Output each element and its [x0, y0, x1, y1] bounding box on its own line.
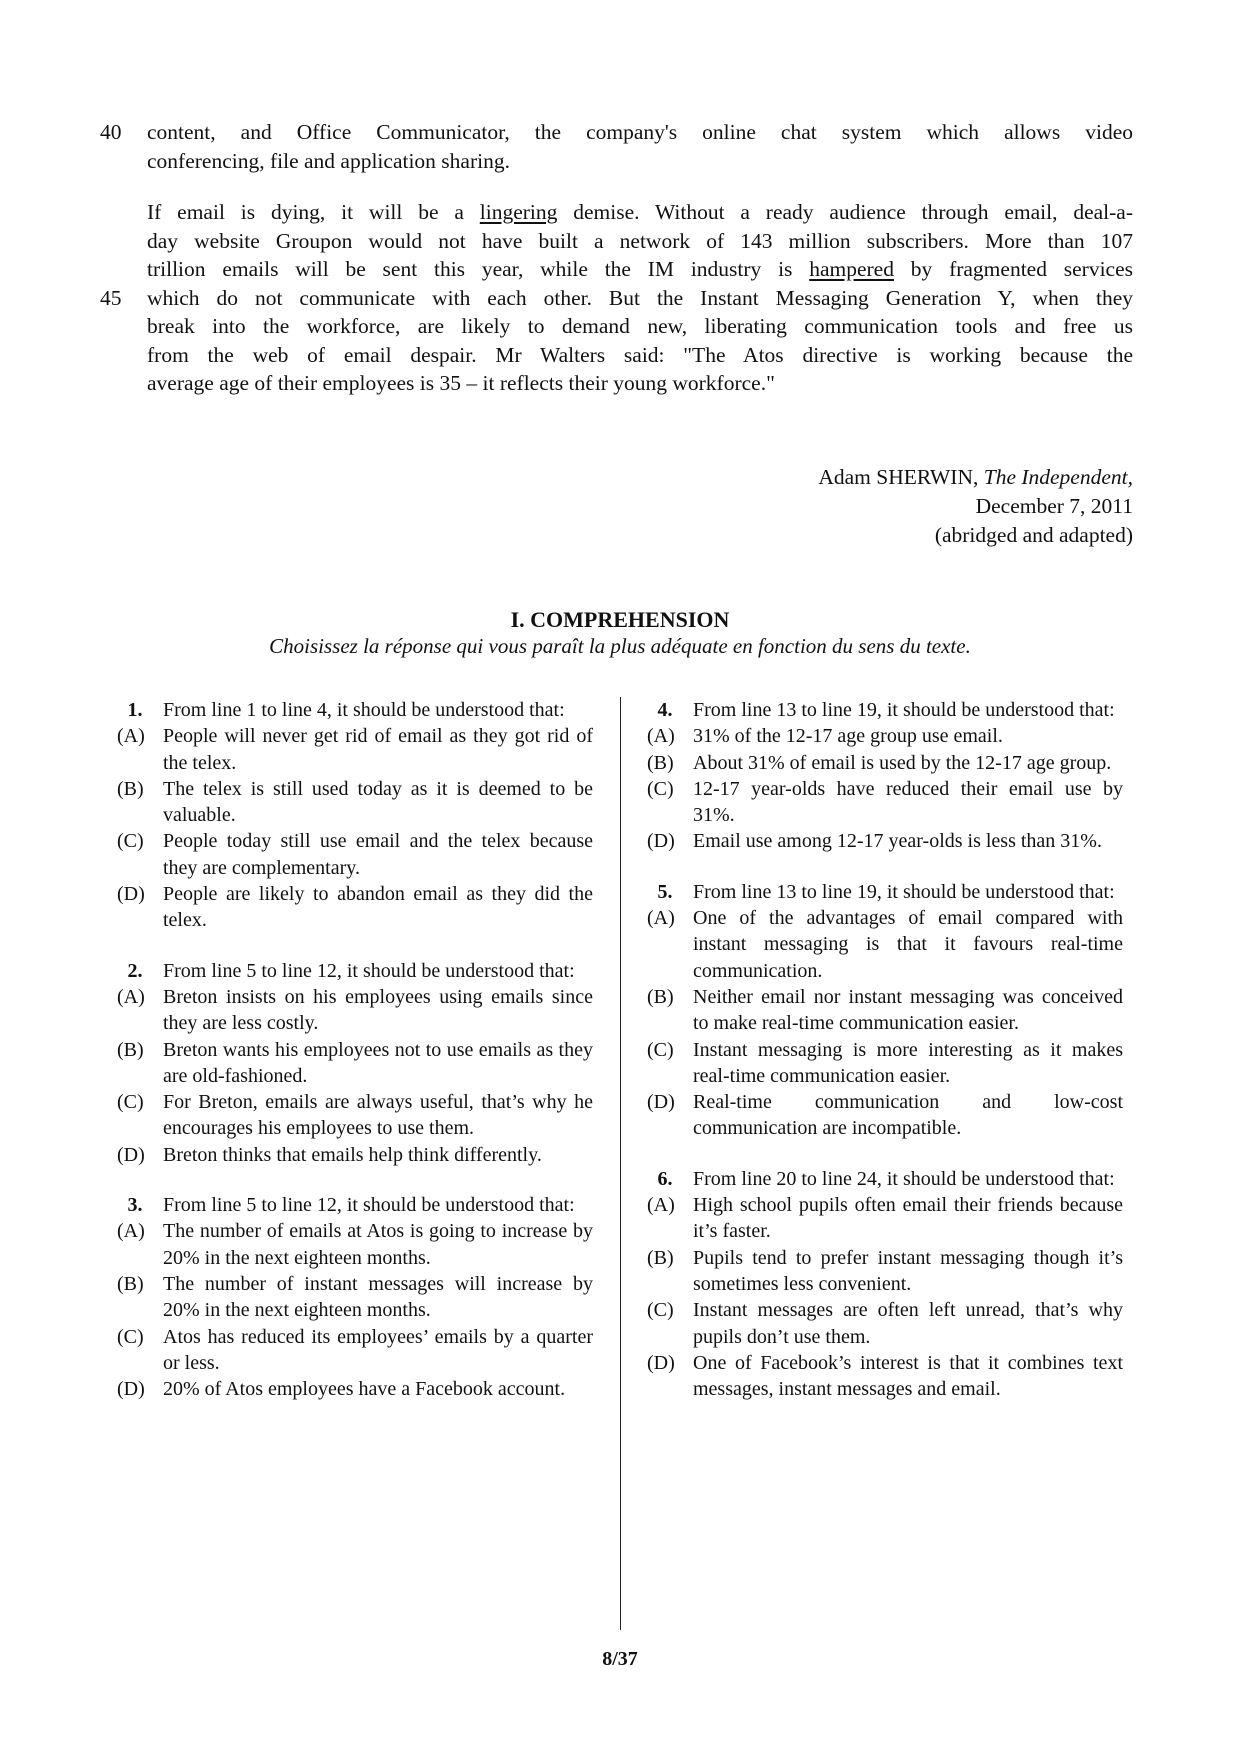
answer-option	[117, 1218, 593, 1271]
answer-option	[117, 1271, 593, 1324]
question-number: 6.	[657, 1167, 673, 1190]
option-label: (B)	[647, 751, 674, 774]
question-stem: From line 20 to line 24, it should be understood that:	[693, 1167, 1115, 1190]
option-label: (D)	[647, 1351, 675, 1374]
option-text: People will never get rid of email as they got rid of the telex.	[163, 725, 593, 774]
answer-option	[647, 1297, 1123, 1350]
question-6	[647, 1166, 1123, 1403]
option-text: The number of emails at Atos is going to increase by 20% in the next eighteen months.	[163, 1220, 593, 1269]
question-number: 1.	[127, 699, 143, 721]
option-text: 12-17 year-olds have reduced their email use by 31%.	[693, 777, 1123, 827]
question-2	[117, 958, 593, 1168]
option-text: 20% of Atos employees have a Facebook account.	[163, 1378, 566, 1401]
option-text: Pupils tend to prefer instant messaging though it’s sometimes less convenient.	[693, 1246, 1123, 1295]
option-text: Neither email nor instant messaging was conceived to make real-time communication easier.	[693, 985, 1123, 1035]
option-label: (B)	[117, 1272, 144, 1295]
passage-line	[100, 147, 1133, 176]
reading-passage	[100, 118, 1133, 398]
source-note: (abridged and adapted)	[934, 523, 1133, 547]
passage-text: content, and Office Communicator, the company's online chat system which allows video	[147, 120, 1133, 144]
option-label: (D)	[647, 830, 675, 853]
option-label: (B)	[117, 777, 144, 800]
option-label: (C)	[117, 1091, 144, 1114]
question-stem-row	[647, 697, 1123, 723]
option-label: (A)	[647, 725, 675, 748]
source-author: Adam SHERWIN,	[818, 465, 984, 489]
underlined-word: hampered	[809, 257, 894, 281]
page-number: 8/37	[602, 1648, 638, 1670]
answer-option	[117, 776, 593, 829]
answer-option	[647, 1192, 1123, 1245]
answer-option	[647, 723, 1123, 749]
answer-option	[647, 1089, 1123, 1142]
answer-option	[117, 1142, 593, 1168]
option-text: The telex is still used today as it is deemed to be valuable.	[163, 777, 593, 827]
question-1	[117, 697, 593, 934]
question-stem-row	[647, 879, 1123, 905]
answer-option	[117, 1324, 593, 1377]
passage-text: by fragmented services	[893, 257, 1133, 281]
answer-option	[647, 1350, 1123, 1403]
option-label: (B)	[647, 1246, 674, 1269]
option-text: 31% of the 12-17 age group use email.	[693, 725, 1003, 748]
column-divider	[620, 697, 621, 1630]
option-text: Atos has reduced its employees’ emails by a quarter or less.	[163, 1325, 593, 1374]
passage-line	[100, 255, 1133, 284]
passage-text: break into the workforce, are likely to demand new, liberating communication tools and free us	[147, 314, 1133, 338]
underlined-word: lingering	[479, 200, 558, 224]
passage-text: which do not communicate with each other. But the Instant Messaging Generation Y, when they	[147, 285, 1133, 310]
option-text: Real-time communication and low-cost communication are incompatible.	[693, 1091, 1123, 1140]
question-number: 2.	[127, 959, 143, 982]
answer-option	[117, 984, 593, 1037]
option-text: High school pupils often email their friends because it’s faster.	[693, 1194, 1123, 1243]
question-stem: From line 5 to line 12, it should be understood that:	[163, 1194, 575, 1217]
passage-text: conferencing, file and application sharing.	[147, 148, 510, 173]
option-text: Instant messages are often left unread, that’s why pupils don’t use them.	[693, 1299, 1123, 1348]
answer-option	[647, 750, 1123, 776]
passage-text: day website Groupon would not have built a network of 143 million subscribers. More than 107	[147, 228, 1133, 253]
option-text: Breton thinks that emails help think differently.	[163, 1143, 542, 1166]
question-4	[647, 697, 1123, 855]
option-label: (A)	[647, 1194, 675, 1217]
passage-text: If email is dying, it will be a	[147, 200, 480, 224]
passage-text: trillion emails will be sent this year, while the IM industry is	[147, 257, 810, 281]
option-text: About 31% of email is used by the 12-17 age group.	[693, 751, 1112, 774]
answer-option	[647, 776, 1123, 829]
option-label: (D)	[647, 1091, 675, 1114]
line-number: 45	[100, 285, 122, 310]
answer-option	[647, 1245, 1123, 1298]
passage-line	[100, 227, 1133, 256]
option-text: Breton wants his employees not to use emails as they are old-fashioned.	[163, 1038, 593, 1087]
option-label: (C)	[647, 1038, 674, 1061]
passage-text: average age of their employees is 35 – it reflects their young workforce."	[147, 371, 775, 395]
question-stem-row	[117, 697, 593, 723]
source-publication: The Independent,	[983, 465, 1133, 489]
option-label: (A)	[647, 907, 675, 930]
option-label: (C)	[647, 1299, 674, 1322]
option-text: Instant messaging is more interesting as it makes real-time communication easier.	[693, 1038, 1123, 1087]
question-stem-row	[647, 1166, 1123, 1192]
option-label: (A)	[117, 1220, 145, 1243]
answer-option	[647, 984, 1123, 1037]
questions-right-column	[647, 697, 1123, 1426]
question-stem: From line 5 to line 12, it should be understood that:	[163, 959, 575, 982]
question-stem: From line 13 to line 19, it should be understood that:	[693, 699, 1115, 721]
option-text: People are likely to abandon email as they did the telex.	[163, 883, 593, 932]
source-date: December 7, 2011	[975, 494, 1133, 518]
option-label: (B)	[647, 985, 674, 1008]
passage-line	[100, 312, 1133, 341]
answer-option	[117, 881, 593, 934]
question-number: 3.	[127, 1194, 143, 1217]
option-label: (D)	[117, 1143, 145, 1166]
question-number: 5.	[657, 880, 673, 903]
line-number: 40	[100, 120, 122, 144]
passage-line	[100, 369, 1133, 398]
option-label: (D)	[117, 1378, 145, 1401]
passage-text: from the web of email despair. Mr Walters said: "The Atos directive is working because the	[147, 342, 1133, 367]
answer-option	[117, 723, 593, 776]
option-text: Email use among 12-17 year-olds is less than 31%.	[693, 830, 1102, 853]
passage-text: demise. Without a ready audience through email, deal-a-	[557, 200, 1134, 224]
option-label: (B)	[117, 1038, 144, 1061]
option-text: People today still use email and the telex because they are complementary.	[163, 830, 593, 879]
answer-option	[117, 1037, 593, 1090]
answer-option	[647, 1037, 1123, 1090]
option-label: (C)	[117, 830, 144, 853]
question-number: 4.	[657, 699, 673, 721]
answer-option	[117, 1376, 593, 1402]
passage-line	[100, 118, 1133, 147]
question-stem-row	[117, 1192, 593, 1218]
section-instruction: Choisissez la réponse qui vous paraît la plus adéquate en fonction du sens du texte.	[269, 634, 971, 658]
option-text: For Breton, emails are always useful, that’s why he encourages his employees to use them.	[163, 1091, 593, 1140]
question-3	[117, 1192, 593, 1402]
passage-line	[100, 284, 1133, 313]
passage-line	[100, 341, 1133, 370]
question-stem-row	[117, 958, 593, 984]
option-label: (D)	[117, 883, 145, 906]
option-label: (A)	[117, 985, 145, 1008]
answer-option	[647, 905, 1123, 984]
answer-option	[117, 1089, 593, 1142]
source-attribution	[818, 463, 1133, 550]
option-label: (A)	[117, 725, 145, 748]
passage-line	[100, 198, 1133, 227]
answer-option	[647, 828, 1123, 854]
questions-left-column	[117, 697, 593, 1426]
option-text: Breton insists on his employees using emails since they are less costly.	[163, 985, 593, 1035]
option-text: One of Facebook’s interest is that it combines text messages, instant messages and email.	[693, 1351, 1123, 1401]
question-5	[647, 879, 1123, 1142]
question-stem: From line 13 to line 19, it should be understood that:	[693, 880, 1115, 903]
answer-option	[117, 828, 593, 881]
section-title: I. COMPREHENSION	[510, 607, 730, 632]
option-label: (C)	[647, 777, 674, 800]
option-text: One of the advantages of email compared with instant messaging is that it favours real-time communication.	[693, 907, 1123, 982]
option-label: (C)	[117, 1325, 144, 1348]
option-text: The number of instant messages will increase by 20% in the next eighteen months.	[163, 1272, 593, 1322]
question-stem: From line 1 to line 4, it should be understood that:	[163, 699, 565, 721]
